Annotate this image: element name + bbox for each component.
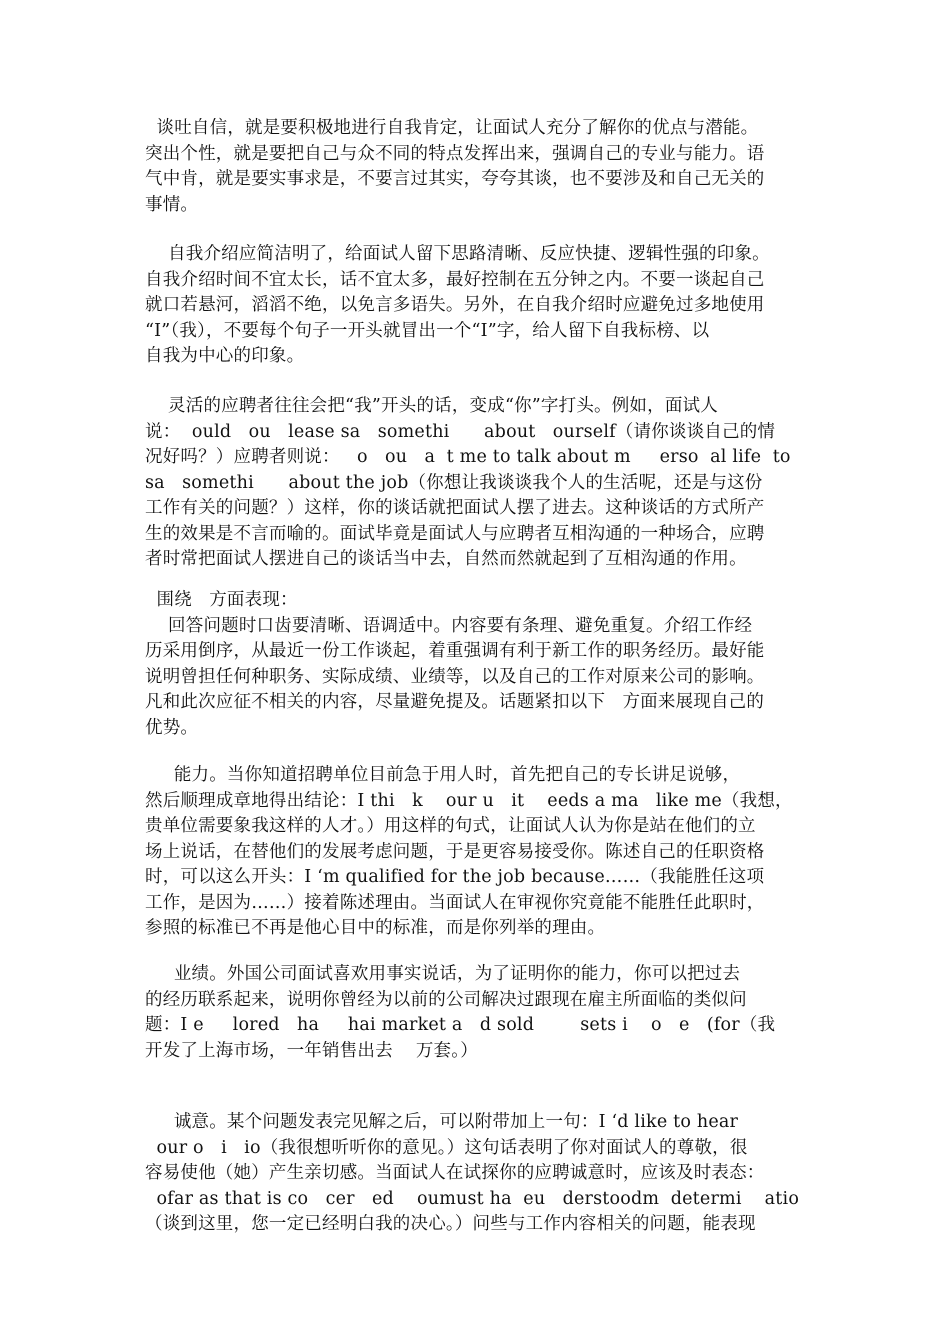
text-line: 历采用倒序，从最近一份工作谈起，着重强调有利于新工作的职务经历。最好能 bbox=[145, 641, 765, 661]
text-line: 说明曾担任何种职务、实际成绩、业绩等，以及自己的工作对原来公司的影响。 bbox=[145, 666, 765, 687]
text-line: 围绕 方面表现： bbox=[145, 590, 298, 610]
text-line: 生的效果是不言而喻的。面试毕竟是面试人与应聘者互相沟通的一种场合，应聘 bbox=[145, 523, 765, 544]
text-line: “I”（我），不要每个句子一开头就冒出一个“I”字，给人留下自我标榜、以 bbox=[145, 320, 710, 341]
text-line: 能力。当你知道招聘单位目前急于用人时，首先把自己的专长讲足说够， bbox=[145, 765, 741, 785]
text-line: 贵单位需要象我这样的人才。）用这样的句式，让面试人认为你是站在他们的立 bbox=[145, 816, 756, 836]
text-line: 说： ould ou lease sa somethi about ourself（请你谈谈自己的情 bbox=[145, 421, 776, 442]
text-line: 开发了上海市场，一年销售出去 万套。） bbox=[145, 1040, 478, 1061]
text-line: 工作，是因为……）接着陈述理由。当面试人在审视你究竟能不能胜任此职时， bbox=[145, 892, 765, 913]
text-line: 自我为中心的印象。 bbox=[145, 346, 305, 366]
text-line: 灵活的应聘者往往会把“我”开头的话，变成“你”字打头。例如，面试人 bbox=[145, 396, 718, 416]
text-line: 自我介绍应简洁明了，给面试人留下思路清晰、反应快捷、逻辑性强的印象。 bbox=[145, 244, 770, 264]
text-line: 气中肯，就是要实事求是，不要言过其实，夸夸其谈，也不要涉及和自己无关的 bbox=[145, 169, 765, 189]
text-line: 优势。 bbox=[145, 717, 199, 738]
text-line: 况好吗？）应聘者则说： o ou a t me to talk about m erso al life to bbox=[145, 447, 791, 467]
text-line: 诚意。某个问题发表完见解之后，可以附带加上一句：I ‘d like to hear bbox=[145, 1112, 739, 1132]
text-line: 者时常把面试人摆进自己的谈话当中去，自然而然就起到了互相沟通的作用。 bbox=[145, 549, 747, 569]
text-line: 回答问题时口齿要清晰、语调适中。内容要有条理、避免重复。介绍工作经 bbox=[145, 615, 753, 636]
text-line: 容易使他（她）产生亲切感。当面试人在试探你的应聘诚意时，应该及时表态： bbox=[145, 1163, 765, 1183]
text-line: 凡和此次应征不相关的内容，尽量避免提及。话题紧扣以下 方面来展现自己的 bbox=[145, 692, 765, 712]
text-line: 业绩。外国公司面试喜欢用事实说话，为了证明你的能力，你可以把过去 bbox=[145, 964, 741, 984]
text-line: sa somethi about the job（你想让我谈谈我个人的生活呢，还是与这份 bbox=[145, 472, 763, 493]
text-line: 事情。 bbox=[145, 194, 199, 215]
text-line: 自我介绍时间不宜太长，话不宜太多，最好控制在五分钟之内。不要一谈起自己 bbox=[145, 269, 765, 290]
text-line: 参照的标准已不再是他心目中的标准，而是你列举的理由。 bbox=[145, 918, 606, 938]
text-line: 突出个性，就是要把自己与众不同的特点发挥出来，强调自己的专业与能力。语 bbox=[145, 143, 765, 164]
text-line: ofar as that is co cer ed oumust ha eu derstoodm determi atio bbox=[145, 1188, 800, 1209]
text-line: 谈吐自信，就是要积极地进行自我肯定，让面试人充分了解你的优点与潜能。 bbox=[145, 118, 759, 138]
text-line: 题：I e lored ha hai market a d sold sets i o e (for（我 bbox=[145, 1015, 776, 1035]
text-line: 然后顺理成章地得出结论：I thi k our u it eeds a ma like me（我想， bbox=[145, 790, 793, 811]
text-line: （谈到这里，您一定已经明白我的决心。）问些与工作内容相关的问题，能表现 bbox=[145, 1214, 756, 1234]
text-line: 工作有关的问题？）这样，你的谈话就把面试人摆了进去。这种谈话的方式所产 bbox=[145, 498, 765, 518]
text-line: our o i io（我很想听听你的意见。）这句话表明了你对面试人的尊敬，很 bbox=[145, 1137, 748, 1158]
text-line: 的经历联系起来，说明你曾经为以前的公司解决过跟现在雇主所面临的类似问 bbox=[145, 989, 747, 1010]
text-line: 场上说话，在替他们的发展考虑问题，于是更容易接受你。陈述自己的任职资格 bbox=[145, 841, 765, 862]
text-line: 时，可以这么开头：I ‘m qualified for the job because……（我能胜任这项 bbox=[145, 867, 765, 887]
text-line: 就口若悬河，滔滔不绝，以免言多语失。另外，在自我介绍时应避免过多地使用 bbox=[145, 295, 765, 315]
